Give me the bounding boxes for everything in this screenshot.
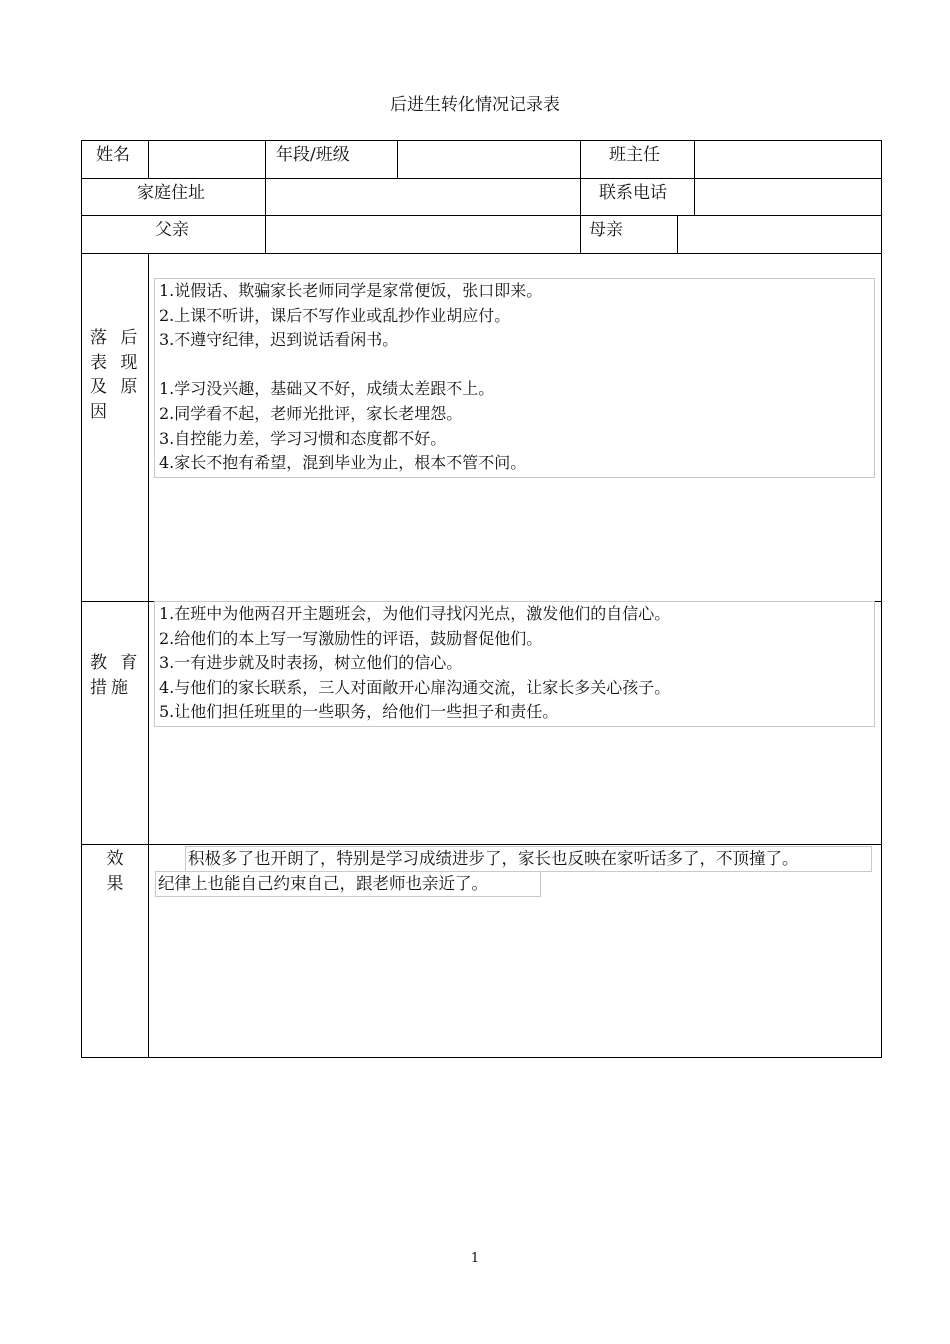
- measures-text-box[interactable]: [154, 601, 875, 727]
- effect-text-line-2[interactable]: [155, 871, 541, 897]
- text-line: 2.上课不听讲，课后不写作业或乱抄作业胡应付。: [159, 305, 511, 325]
- text-line: 2.给他们的本上写一写激励性的评语，鼓励督促他们。: [159, 628, 543, 648]
- label-line: 措施: [90, 677, 132, 698]
- father-value-cell[interactable]: [265, 215, 581, 254]
- document-title: 后进生转化情况记录表: [390, 95, 560, 115]
- grade-label: 年段/班级: [276, 145, 350, 165]
- father-label-cell: [81, 215, 266, 254]
- mother-label: 母亲: [589, 220, 623, 240]
- label-line: 及 原: [90, 377, 142, 398]
- effect-text-line-1[interactable]: [185, 846, 872, 872]
- label-line: 教 育: [90, 653, 142, 673]
- mother-label-cell: [580, 215, 678, 254]
- behavior-label-cell: [81, 253, 149, 602]
- grade-value-cell[interactable]: [397, 140, 581, 179]
- phone-label-cell: [580, 178, 695, 216]
- teacher-label: 班主任: [609, 145, 660, 165]
- measures-section-label: [90, 651, 142, 700]
- text-line: 1.学习没兴趣，基础又不好，成绩太差跟不上。: [159, 379, 495, 399]
- phone-value-cell[interactable]: [694, 178, 882, 216]
- name-label: 姓名: [96, 145, 130, 165]
- phone-label: 联系电话: [599, 183, 667, 203]
- name-label-cell: [81, 140, 149, 179]
- text-line: 3.一有进步就及时表扬，树立他们的信心。: [159, 653, 463, 673]
- text-line: 5.让他们担任班里的一些职务，给他们一些担子和责任。: [159, 702, 559, 722]
- behavior-section-label: [90, 326, 142, 424]
- label-line: 落 后: [90, 328, 142, 348]
- grade-label-cell: [265, 140, 398, 179]
- text-line: 4.与他们的家长联系，三人对面敞开心扉沟通交流，让家长多关心孩子。: [159, 677, 671, 697]
- address-label-cell: [81, 178, 266, 216]
- text-line: 4.家长不抱有希望，混到毕业为止，根本不管不问。: [159, 453, 527, 473]
- text-line: 2.同学看不起，老师光批评，家长老埋怨。: [159, 403, 463, 423]
- label-line: 效: [106, 849, 124, 869]
- label-line: 果: [106, 873, 124, 894]
- label-line: 表 现: [90, 352, 142, 373]
- effect-text: 积极多了也开朗了，特别是学习成绩进步了，家长也反映在家听话多了，不顶撞了。: [188, 849, 799, 868]
- text-line: 1.说假话、欺骗家长老师同学是家常便饭，张口即来。: [159, 281, 543, 300]
- effect-section-label: [81, 847, 149, 896]
- text-line: 3.自控能力差，学习习惯和态度都不好。: [159, 428, 447, 448]
- measures-label-cell: [81, 601, 149, 845]
- page-number: 1: [470, 1251, 480, 1266]
- teacher-value-cell[interactable]: [694, 140, 882, 179]
- effect-text: 纪律上也能自己约束自己，跟老师也亲近了。: [158, 874, 488, 893]
- address-value-cell[interactable]: [265, 178, 581, 216]
- text-line: 3.不遵守纪律，迟到说话看闲书。: [159, 330, 399, 350]
- text-line: 1.在班中为他两召开主题班会，为他们寻找闪光点，激发他们的自信心。: [159, 604, 671, 623]
- mother-value-cell[interactable]: [677, 215, 882, 254]
- father-label: 父亲: [155, 220, 189, 240]
- name-value-cell[interactable]: [148, 140, 266, 179]
- behavior-text-box[interactable]: [154, 278, 875, 478]
- label-line: 因: [90, 401, 111, 422]
- text-line: [159, 353, 874, 378]
- teacher-label-cell: [580, 140, 695, 179]
- address-label: 家庭住址: [137, 183, 205, 203]
